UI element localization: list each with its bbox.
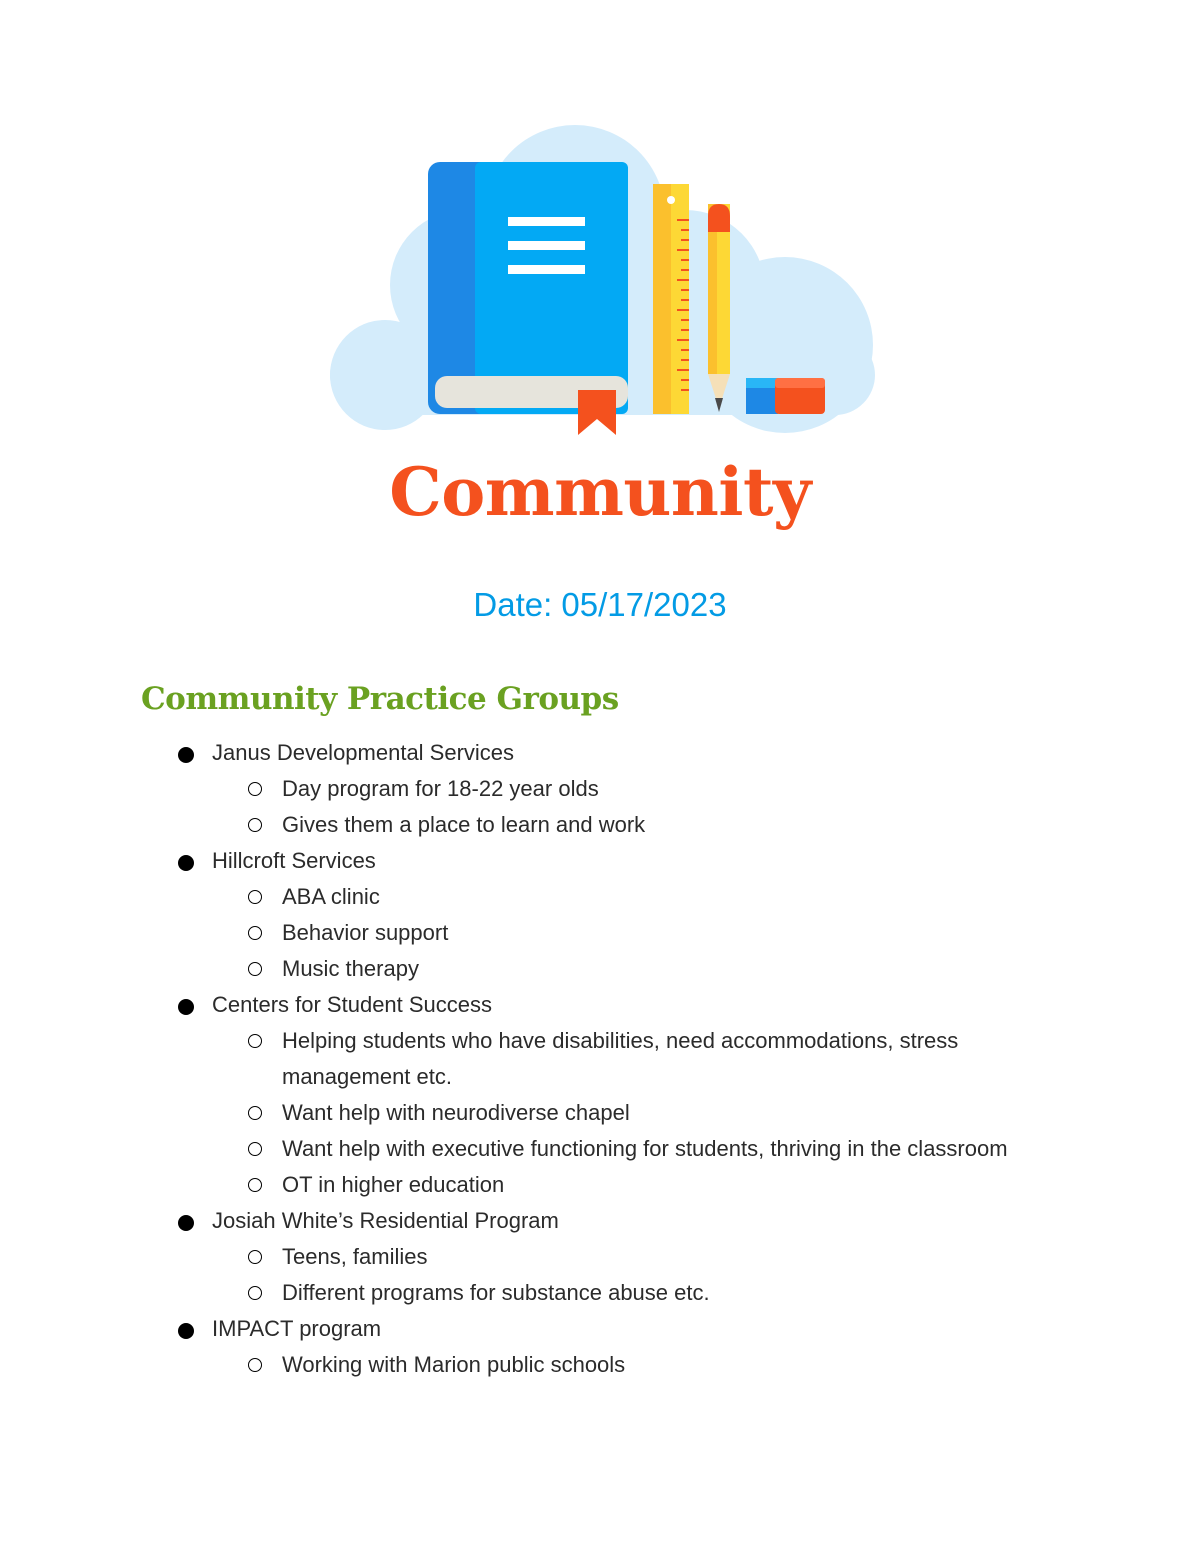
- group-item: [0, 735, 1200, 843]
- hollow-bullet-icon: [248, 1178, 262, 1192]
- document-title: Community: [389, 453, 811, 531]
- group-sublist: [212, 771, 1200, 843]
- hollow-bullet-icon: [248, 890, 262, 904]
- hollow-bullet-icon: [248, 1358, 262, 1372]
- group-sublist: [212, 1347, 1200, 1383]
- hollow-bullet-icon: [248, 1106, 262, 1120]
- bookmark-icon: [578, 390, 616, 435]
- hollow-bullet-icon: [248, 1286, 262, 1300]
- hollow-bullet-icon: [248, 782, 262, 796]
- document-date: Date: 05/17/2023: [473, 586, 727, 623]
- sub-item-text: Want help with neurodiverse chapel: [282, 1100, 630, 1125]
- sub-item-text: ABA clinic: [282, 884, 380, 909]
- section-heading: Community Practice Groups: [141, 681, 619, 717]
- sub-item: [282, 1095, 1012, 1131]
- sub-item-text: Music therapy: [282, 956, 419, 981]
- group-sublist: [212, 879, 1200, 987]
- group-item: [0, 1203, 1200, 1311]
- ruler-icon: [653, 184, 689, 414]
- sub-item-text: Working with Marion public schools: [282, 1352, 626, 1377]
- sub-item: [282, 951, 1012, 987]
- sub-item-text: Want help with executive functioning for students, thriving in the classroom: [282, 1136, 1008, 1161]
- hero-illustration: [325, 120, 875, 440]
- sub-item-text: Different programs for substance abuse etc.: [282, 1280, 710, 1305]
- book-icon: [428, 162, 628, 414]
- sub-item-text: Gives them a place to learn and work: [282, 812, 646, 837]
- filled-bullet-icon: [178, 1323, 194, 1339]
- hollow-bullet-icon: [248, 962, 262, 976]
- group-label: Josiah White’s Residential Program: [212, 1208, 559, 1233]
- group-label: Hillcroft Services: [212, 848, 376, 873]
- sub-item: [282, 1023, 1012, 1095]
- sub-item-text: Behavior support: [282, 920, 449, 945]
- sub-item: [282, 1131, 1012, 1167]
- hollow-bullet-icon: [248, 1034, 262, 1048]
- group-label: Janus Developmental Services: [212, 740, 515, 765]
- filled-bullet-icon: [178, 855, 194, 871]
- sub-item: [282, 771, 1012, 807]
- hollow-bullet-icon: [248, 1250, 262, 1264]
- group-item: [0, 987, 1200, 1203]
- filled-bullet-icon: [178, 747, 194, 763]
- sub-item-text: Teens, families: [282, 1244, 428, 1269]
- group-sublist: [212, 1023, 1200, 1203]
- group-item: [0, 843, 1200, 987]
- sub-item-text: Day program for 18-22 year olds: [282, 776, 599, 801]
- eraser-icon: [746, 378, 825, 414]
- filled-bullet-icon: [178, 1215, 194, 1231]
- practice-groups-list: [0, 735, 1200, 1383]
- hollow-bullet-icon: [248, 818, 262, 832]
- sub-item: [282, 1167, 1012, 1203]
- sub-item-text: Helping students who have disabilities, need accommodations, stress management etc.: [282, 1028, 959, 1089]
- filled-bullet-icon: [178, 999, 194, 1015]
- sub-item: [282, 1347, 1012, 1383]
- sub-item-text: OT in higher education: [282, 1172, 505, 1197]
- group-label: IMPACT program: [212, 1316, 382, 1341]
- sub-item: [282, 807, 1012, 843]
- sub-item: [282, 1275, 1012, 1311]
- group-item: [0, 1311, 1200, 1383]
- group-label: Centers for Student Success: [212, 992, 493, 1017]
- sub-item: [282, 1239, 1012, 1275]
- hollow-bullet-icon: [248, 926, 262, 940]
- group-sublist: [212, 1239, 1200, 1311]
- hollow-bullet-icon: [248, 1142, 262, 1156]
- sub-item: [282, 879, 1012, 915]
- pencil-icon: [708, 204, 730, 412]
- sub-item: [282, 915, 1012, 951]
